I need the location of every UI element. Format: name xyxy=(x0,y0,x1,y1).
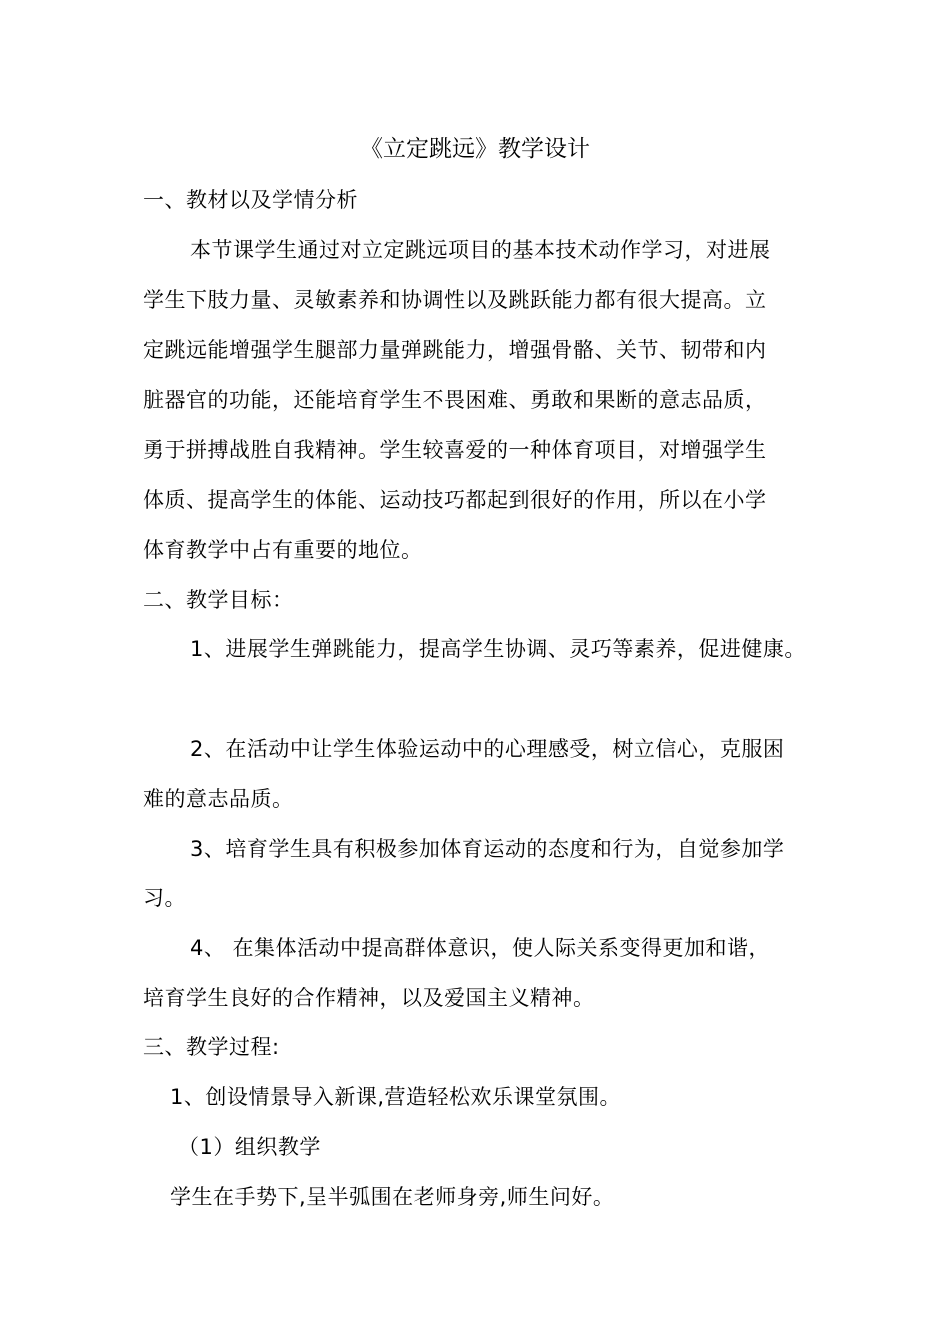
process-substep-1-text: 学生在手势下,呈半弧围在老师身旁,师生问好。 xyxy=(170,1185,615,1209)
goal-item-2-continued: 难的意志品质。 xyxy=(143,787,294,811)
section-heading-goals: 二、教学目标： xyxy=(143,588,294,612)
process-substep-1: （1）组织教学 xyxy=(178,1135,321,1159)
paragraph-line: 定跳远能增强学生腿部力量弹跳能力，增强骨骼、关节、韧带和内 xyxy=(143,338,767,362)
paragraph-line: 本节课学生通过对立定跳远项目的基本技术动作学习，对进展 xyxy=(190,238,771,262)
goal-item-1: 1、进展学生弹跳能力，提高学生协调、灵巧等素养，促进健康。 xyxy=(190,637,806,661)
goal-item-2: 2、在活动中让学生体验运动中的心理感受，树立信心，克服困 xyxy=(190,737,785,761)
goal-item-3: 3、培育学生具有积极参加体育运动的态度和行为，自觉参加学 xyxy=(190,837,785,861)
paragraph-line: 勇于拼搏战胜自我精神。学生较喜爱的一种体育项目，对增强学生 xyxy=(143,438,767,462)
section-heading-process: 三、教学过程: xyxy=(143,1035,280,1059)
paragraph-line: 脏器官的功能，还能培育学生不畏困难、勇敢和果断的意志品质， xyxy=(143,388,767,412)
goal-item-3-continued: 习。 xyxy=(143,886,186,910)
paragraph-line: 体育教学中占有重要的地位。 xyxy=(143,538,423,562)
goal-item-4-continued: 培育学生良好的合作精神，以及爱国主义精神。 xyxy=(143,986,595,1010)
goal-item-4: 4、 在集体活动中提高群体意识，使人际关系变得更加和谐， xyxy=(190,936,771,960)
paragraph-line: 体质、提高学生的体能、运动技巧都起到很好的作用，所以在小学 xyxy=(143,488,767,512)
section-heading-analysis: 一、教材以及学情分析 xyxy=(143,188,358,212)
document-title: 《立定跳远》教学设计 xyxy=(360,136,590,162)
process-step-1: 1、创设情景导入新课,营造轻松欢乐课堂氛围。 xyxy=(170,1085,622,1109)
paragraph-line: 学生下肢力量、灵敏素养和协调性以及跳跃能力都有很大提高。立 xyxy=(143,288,767,312)
